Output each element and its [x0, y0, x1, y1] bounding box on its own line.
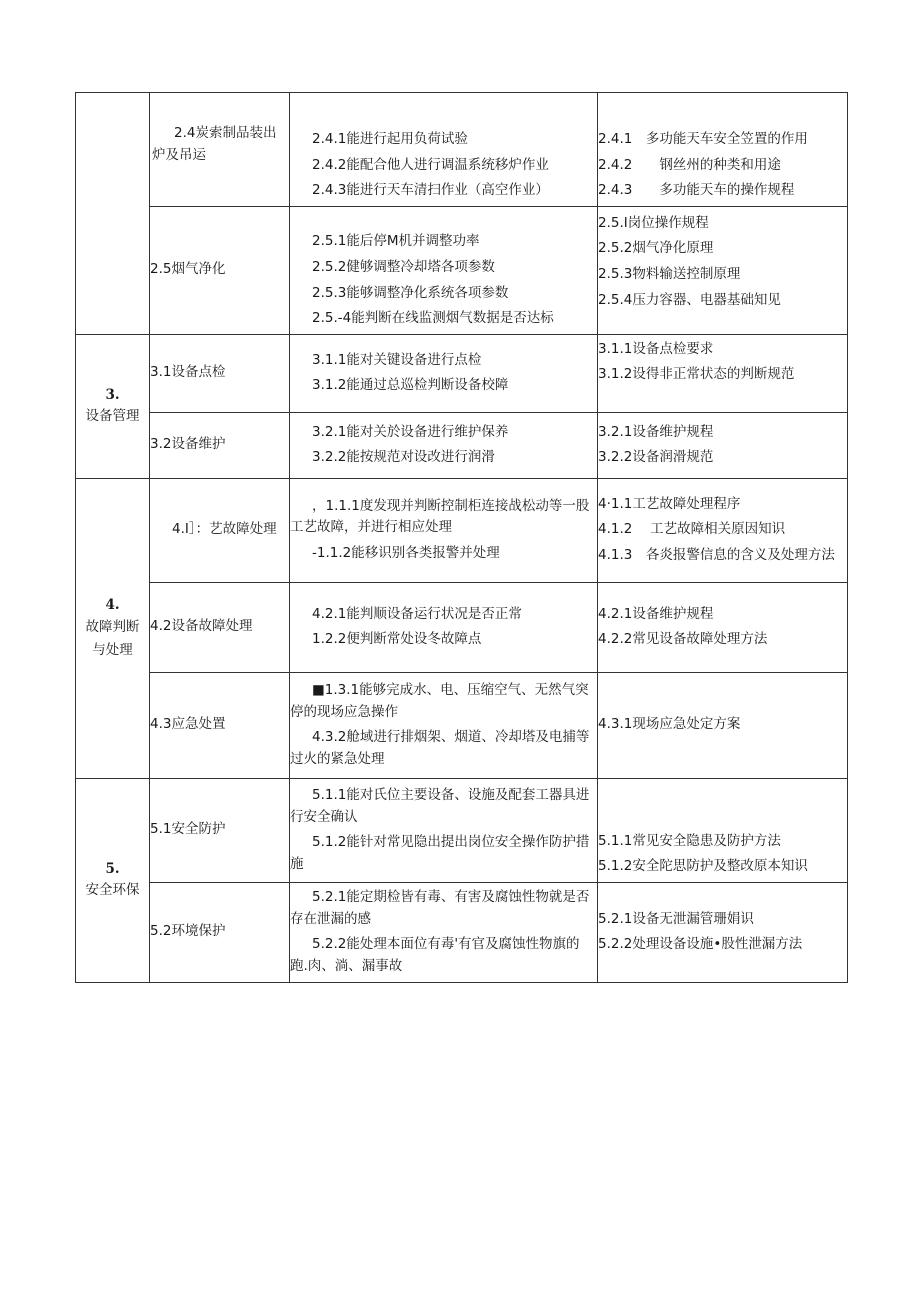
skill-cell: 5.2.1能定期检皆有毒、有害及腐蚀性物就是否存在泄漏的感 5.2.2能处理本面位有毒'有官及腐蚀性物旗的跑.肉、淌、漏事故 — [290, 882, 598, 982]
category-cell-5: 5. 安全环保 — [76, 778, 150, 982]
skill-cell: ■1.3.1能够完成水、电、压缩空气、无然气突停的现场应急操作 4.3.2舱域进行排烟架、烟道、冷却塔及电捕等过火的紧急处理 — [290, 672, 598, 778]
table-row — [76, 778, 848, 882]
skill-cell: 2.4.1能进行起用负荷试验 2.4.2能配合他人进行调温系统移炉作业 2.4.3能进行天车清扫作业（高空作业） — [290, 93, 598, 207]
table-row — [76, 582, 848, 672]
work-unit-cell: 2.5烟气净化 — [150, 206, 290, 334]
skills-table — [75, 92, 848, 983]
skill-cell: 2.5.1能后停M机并调整功率 2.5.2健够调整冷却塔各项参数 2.5.3能够调整净化系统各项参数 2.5.-4能判断在线监测烟气数据是否达标 — [290, 206, 598, 334]
knowledge-cell: 4.3.1现场应急处定方案 — [598, 672, 848, 778]
knowledge-cell: 3.2.1设备维护规程 3.2.2设备润滑规范 — [598, 412, 848, 478]
work-unit-cell: 5.2环境保护 — [150, 882, 290, 982]
work-unit-cell: 3.2设备维护 — [150, 412, 290, 478]
skill-cell: 4.2.1能判顺设备运行状况是否正常 1.2.2便判断常处设冬故障点 — [290, 582, 598, 672]
work-unit-cell: 5.1安全防护 — [150, 778, 290, 882]
category-cell-2 — [76, 93, 150, 335]
skill-cell: ，1.1.1度发现并判断控制柜连接战松动等一股工艺故障，并进行相应处理 -1.1.2能移识别各类报警并处理 — [290, 478, 598, 582]
table-row — [76, 206, 848, 334]
knowledge-cell: 2.5.I岗位操作规程 2.5.2烟气净化原理 2.5.3物料输送控制原理 2.5.4压力容器、电器基础知见 — [598, 206, 848, 334]
work-unit-cell: 4.2设备故障处理 — [150, 582, 290, 672]
table-row — [76, 672, 848, 778]
work-unit-cell: 4.I］：艺故障处理 — [150, 478, 290, 582]
work-unit-cell: 3.1设备点检 — [150, 334, 290, 412]
table-row — [76, 93, 848, 207]
knowledge-cell: 5.1.1常见安全隐患及防护方法 5.1.2安全陀思防护及整改原本知识 — [598, 778, 848, 882]
knowledge-cell: 2.4.1 多功能天车安全笠置的作用 2.4.2 钢丝州的种类和用途 2.4.3 多功能天车的操作规程 — [598, 93, 848, 207]
skill-cell: 5.1.1能对氏位主要设备、设施及配套工器具进行安全确认 5.1.2能针对常见隐出提出岗位安全操作防护措施 — [290, 778, 598, 882]
knowledge-cell: 5.2.1设备无泄漏管珊娟识 5.2.2处理设备设施•股性泄漏方法 — [598, 882, 848, 982]
category-cell-4: 4. 故障判断与处理 — [76, 478, 150, 778]
work-unit-cell: 4.3应急处置 — [150, 672, 290, 778]
category-cell-3: 3. 设备管理 — [76, 334, 150, 478]
knowledge-cell: 4.2.1设备维护规程 4.2.2常见设备故障处理方法 — [598, 582, 848, 672]
table-row — [76, 334, 848, 412]
table-row — [76, 412, 848, 478]
work-unit-cell: 2.4炭索制品装出炉及吊运 — [150, 93, 290, 207]
table-row — [76, 882, 848, 982]
table-row — [76, 478, 848, 582]
knowledge-cell: 3.1.1设备点检要求 3.1.2设得非正常状态的判断规范 — [598, 334, 848, 412]
skill-cell: 3.1.1能对关键设备进行点检 3.1.2能通过总巡检判断设备校障 — [290, 334, 598, 412]
skill-cell: 3.2.1能对关於设备进行维护保养 3.2.2能按规范对设改进行润滑 — [290, 412, 598, 478]
knowledge-cell: 4·1.1工艺故障处理程序 4.1.2 工艺故障相关原因知识 4.1.3 各炎报警信息的含义及处理方法 — [598, 478, 848, 582]
